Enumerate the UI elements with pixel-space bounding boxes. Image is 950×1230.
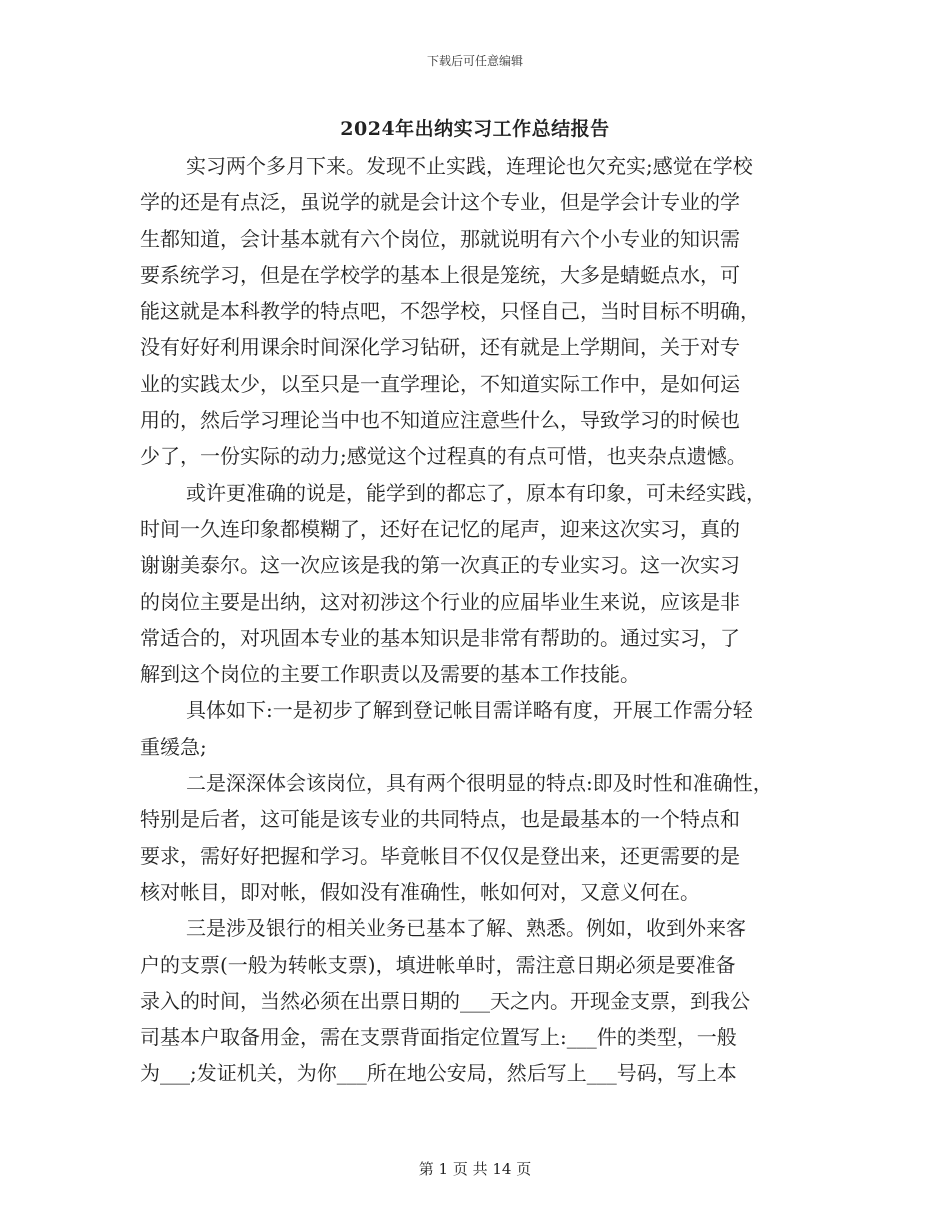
page-number: 第 1 页 共 14 页 — [418, 1160, 532, 1178]
paragraph-line: 司基本户取备用金，需在支票背面指定位置写上:___件的类型，一般 — [140, 1025, 737, 1050]
paragraph-line: 重缓急; — [140, 734, 207, 759]
paragraph-line: 要求，需好好把握和学习。毕竟帐目不仅仅是登出来，还更需要的是 — [140, 843, 740, 868]
paragraph-line: 能这就是本科教学的特点吧，不怨学校，只怪自己，当时目标不明确， — [140, 299, 760, 324]
paragraph-line: 为___;发证机关，为你___所在地公安局，然后写上___号码，写上本 — [140, 1061, 737, 1086]
document-title: 2024年出纳实习工作总结报告 — [340, 118, 610, 140]
paragraph-line: 或许更准确的说是，能学到的都忘了，原本有印象，可未经实践， — [186, 480, 766, 505]
paragraph-line: 具体如下:一是初步了解到登记帐目需详略有度，开展工作需分轻 — [186, 698, 753, 723]
paragraph-line: 用的，然后学习理论当中也不知道应注意些什么，导致学习的时候也 — [140, 408, 740, 433]
page-header-note: 下载后可任意编辑 — [426, 54, 523, 68]
paragraph-line: 少了，一份实际的动力;感觉这个过程真的有点可惜，也夹杂点遗憾。 — [140, 444, 747, 469]
paragraph-line: 时间一久连印象都模糊了，还好在记忆的尾声，迎来这次实习，真的 — [140, 516, 740, 541]
paragraph-line: 没有好好利用课余时间深化学习钻研，还有就是上学期间，关于对专 — [140, 335, 740, 360]
paragraph-line: 录入的时间，当然必须在出票日期的___天之内。开现金支票，到我公 — [140, 988, 750, 1013]
paragraph-line: 的岗位主要是出纳，这对初涉这个行业的应届毕业生来说，应该是非 — [140, 589, 740, 614]
paragraph-line: 谢谢美泰尔。这一次应该是我的第一次真正的专业实习。这一次实习 — [140, 553, 740, 578]
paragraph-line: 学的还是有点泛，虽说学的就是会计这个专业，但是学会计专业的学 — [140, 190, 740, 215]
document-body — [140, 148, 830, 1092]
paragraph-line: 常适合的，对巩固本专业的基本知识是非常有帮助的。通过实习，了 — [140, 625, 740, 650]
paragraph-line: 解到这个岗位的主要工作职责以及需要的基本工作技能。 — [140, 662, 640, 687]
paragraph-line: 三是涉及银行的相关业务已基本了解、熟悉。例如，收到外来客 — [186, 916, 746, 941]
paragraph-line: 户的支票(一般为转帐支票)，填进帐单时，需注意日期必须是要准备 — [140, 952, 736, 977]
paragraph-line: 核对帐目，即对帐，假如没有准确性，帐如何对，又意义何在。 — [140, 879, 700, 904]
paragraph-line: 业的实践太少，以至只是一直学理论，不知道实际工作中，是如何运 — [140, 371, 740, 396]
paragraph-line: 实习两个多月下来。发现不止实践，连理论也欠充实;感觉在学校 — [186, 154, 753, 178]
paragraph-line: 生都知道，会计基本就有六个岗位，那就说明有六个小专业的知识需 — [140, 226, 740, 251]
paragraph-line: 特别是后者，这可能是该专业的共同特点，也是最基本的一个特点和 — [140, 807, 740, 832]
paragraph-line: 二是深深体会该岗位，具有两个很明显的特点:即及时性和准确性， — [186, 771, 773, 796]
paragraph-line: 要系统学习，但是在学校学的基本上很是笼统，大多是蜻蜓点水，可 — [140, 262, 740, 287]
